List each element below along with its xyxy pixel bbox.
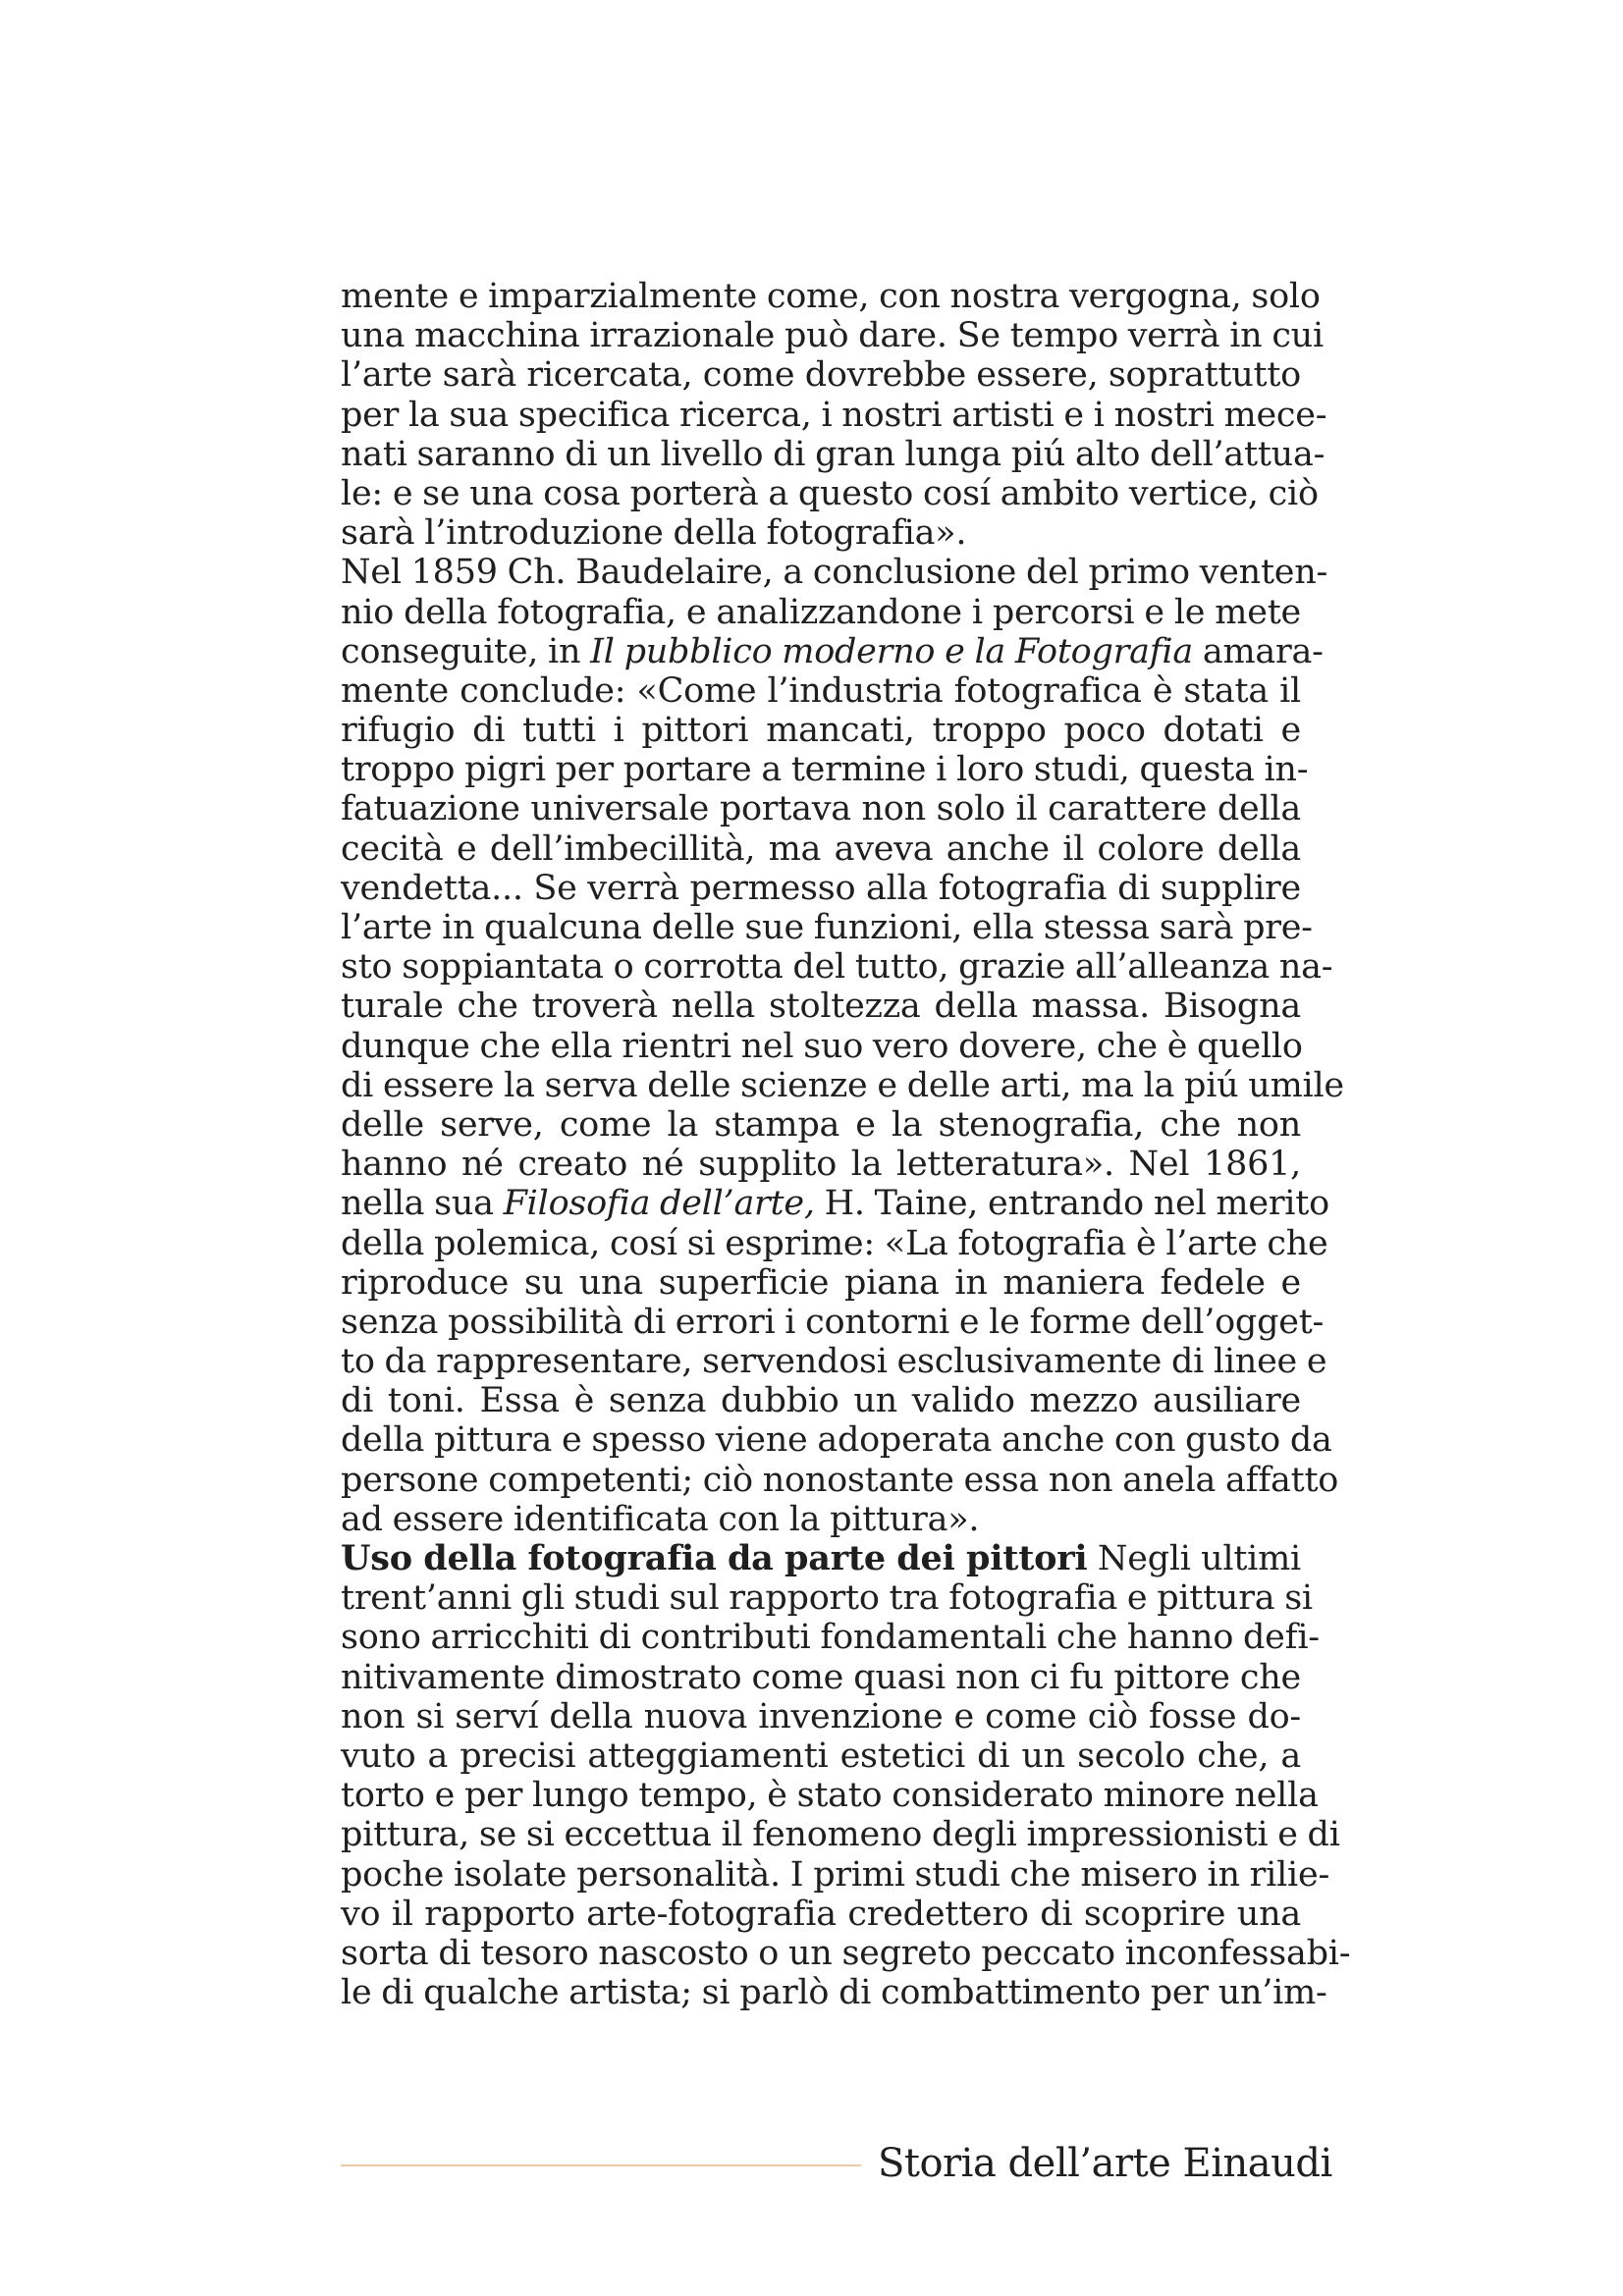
text-line: cecità e dell’imbecillità, ma aveva anche il colore della [341,828,1301,869]
text-line: persone competenti; ciò nonostante essa non anela affatto [341,1460,1339,1500]
text-line: mente conclude: «Come l’industria fotografica è stata il [341,670,1301,711]
text-line: non si serví della nuova invenzione e come ciò fosse do- [341,1696,1301,1736]
text-line: nati saranno di un livello di gran lunga piú alto dell’attua- [341,434,1325,474]
book-title-baudelaire: Il pubblico moderno e la Fotografia [590,631,1193,671]
text-line: di toni. Essa è senza dubbio un valido mezzo ausiliare [341,1381,1301,1421]
text-line: vuto a precisi atteggiamenti estetici di un secolo che, a [341,1735,1301,1776]
text-line: pittura, se si eccettua il fenomeno degli impressionisti e di [341,1815,1340,1855]
text-fragment: H. Taine, entrando nel merito [814,1184,1329,1224]
text-line: hanno né creato né supplito la letteratura». Nel 1861, [341,1145,1301,1185]
text-line: turale che troverà nella stoltezza della massa. Bisogna [341,987,1301,1027]
text-fragment: amara- [1192,631,1324,671]
text-line: ad essere identificata con la pittura». [341,1499,980,1539]
footer-rule [341,2164,861,2166]
text-line: l’arte sarà ricercata, come dovrebbe essere, soprattutto [341,355,1301,396]
text-line: della polemica, cosí si esprime: «La fotografia è l’arte che [341,1223,1328,1263]
text-line: delle serve, come la stampa e la stenografia, che non [341,1104,1301,1145]
text-line: rifugio di tutti i pittori mancati, troppo poco dotati e [341,711,1301,751]
body-text [341,277,1351,2013]
text-line-with-title [341,1184,1329,1224]
text-line: sarà l’introduzione della fotografia». [341,513,967,554]
text-line: sto soppiantata o corrotta del tutto, grazie all’alleanza na- [341,947,1333,988]
text-line: nitivamente dimostrato come quasi non ci fu pittore che [341,1657,1301,1697]
text-line: to da rappresentare, servendosi esclusivamente di linee e [341,1342,1327,1382]
text-line: dunque che ella rientri nel suo vero dovere, che è quello [341,1026,1303,1066]
text-fragment: Negli ultimi [1087,1539,1302,1578]
text-line: torto e per lungo tempo, è stato considerato minore nella [341,1776,1319,1816]
text-line: di essere la serva delle scienze e delle arti, ma la piú umile [341,1065,1344,1105]
text-fragment: nella sua [341,1184,504,1224]
text-line: una macchina irrazionale può dare. Se tempo verrà in cui [341,316,1324,356]
text-line: fatuazione universale portava non solo il carattere della [341,789,1301,829]
text-line: mente e imparzialmente come, con nostra vergogna, solo [341,277,1321,316]
text-line: vo il rapporto arte-fotografia credettero di scoprire una [341,1894,1301,1934]
text-line-with-title [341,631,1324,671]
text-line: le di qualche artista; si parlò di combattimento per un’im- [341,1973,1327,2013]
section-heading-line [341,1539,1301,1578]
footer-publication-title: Storia dell’arte Einaudi [878,2141,1332,2186]
text-line: nio della fotografia, e analizzandone i percorsi e le mete [341,592,1301,632]
text-line: trent’anni gli studi sul rapporto tra fotografia e pittura si [341,1578,1313,1619]
text-line: troppo pigri per portare a termine i loro studi, questa in- [341,750,1309,790]
text-line: sono arricchiti di contributi fondamentali che hanno defi- [341,1618,1320,1658]
book-title-taine: Filosofia dell’arte, [503,1184,815,1224]
text-fragment: conseguite, in [341,631,591,671]
text-line: senza possibilità di errori i contorni e le forme dell’ogget- [341,1302,1325,1342]
text-line: della pittura e spesso viene adoperata anche con gusto da [341,1420,1332,1461]
text-line: l’arte in qualcuna delle sue funzioni, ella stessa sarà pre- [341,908,1313,947]
text-line: Nel 1859 Ch. Baudelaire, a conclusione del primo venten- [341,553,1328,593]
text-line: poche isolate personalità. I primi studi che misero in rilie- [341,1854,1330,1895]
text-line: le: e se una cosa porterà a questo cosí ambito vertice, ciò [341,473,1319,513]
section-heading: Uso della fotografia da parte dei pittori [341,1538,1088,1578]
text-line: sorta di tesoro nascosto o un segreto peccato inconfessabi- [341,1933,1351,1973]
text-line: per la sua specifica ricerca, i nostri artisti e i nostri mece- [341,395,1327,435]
text-line: vendetta... Se verrà permesso alla fotografia di supplire [341,868,1301,908]
text-line: riproduce su una superficie piana in maniera fedele e [341,1262,1301,1303]
